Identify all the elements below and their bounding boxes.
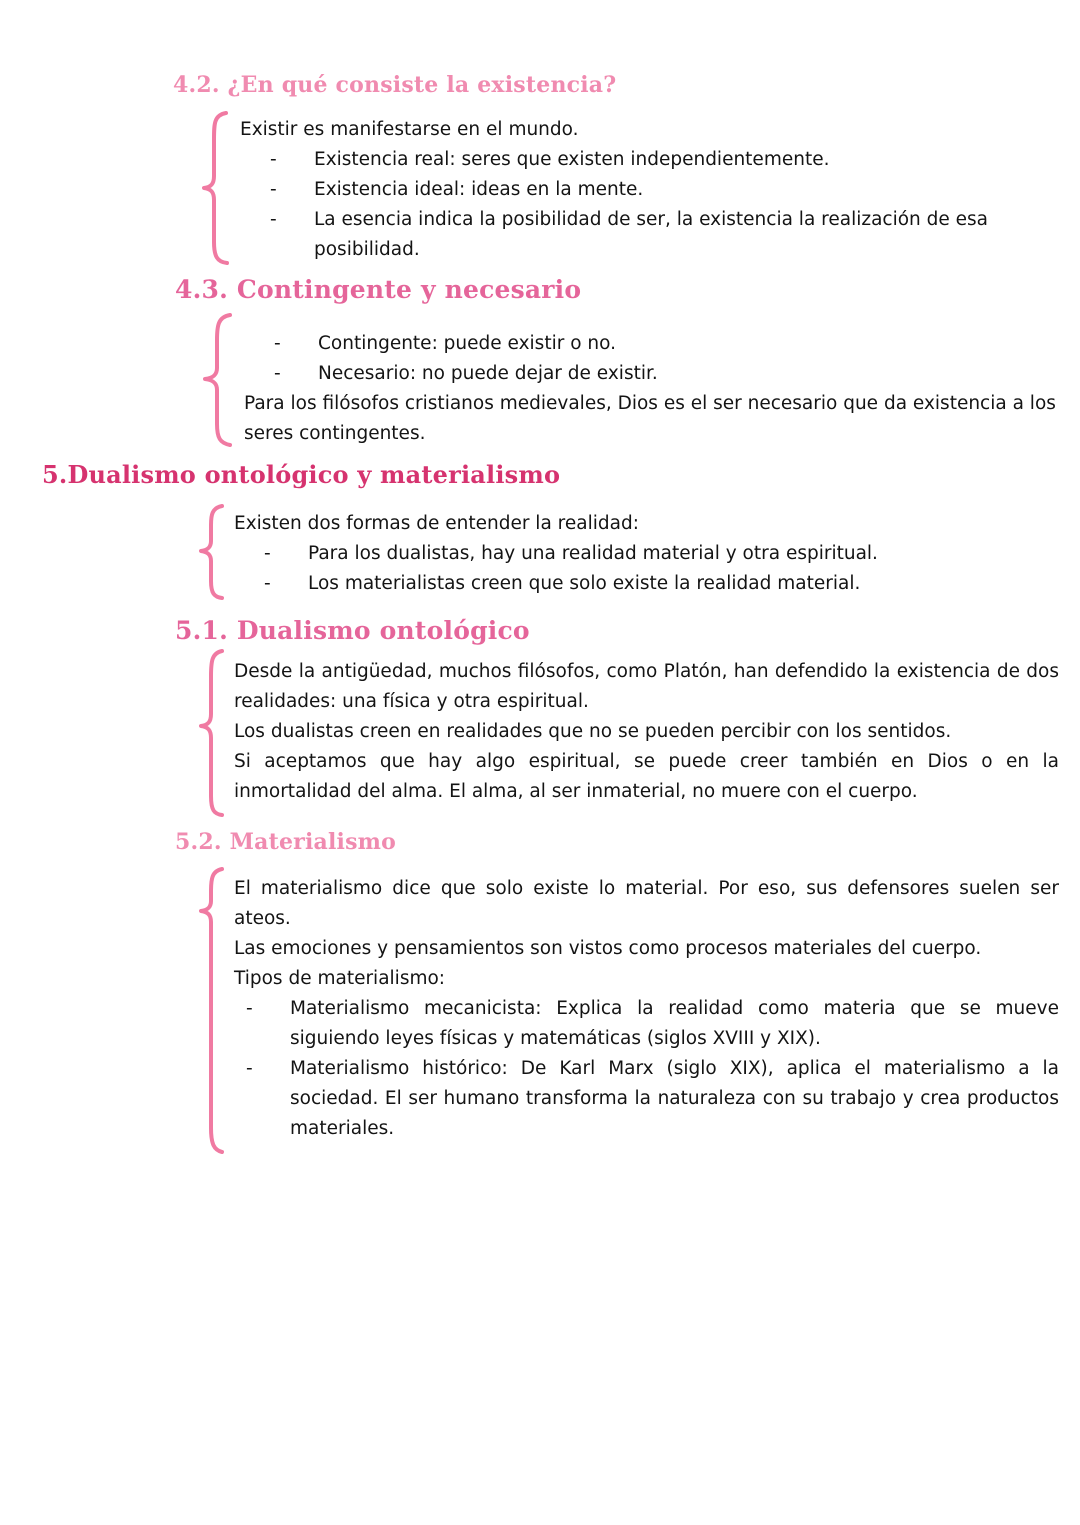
paragraph: Tipos de materialismo:	[234, 968, 446, 989]
section-4-2-intro: Existir es manifestarse en el mundo.	[240, 119, 579, 140]
brace-5	[196, 503, 226, 601]
section-5-body	[234, 509, 994, 599]
heading-4-3: 4.3. Contingente y necesario	[175, 275, 582, 304]
section-5-2-body	[234, 874, 1059, 1144]
list-item: - Contingente: puede existir o no.	[318, 329, 1062, 359]
list-item: - Existencia real: seres que existen independientemente.	[314, 145, 1050, 175]
section-4-3-note: Para los filósofos cristianos medievales, Dios es el ser necesario que da existencia a los seres contingentes.	[244, 393, 1056, 444]
brace-5-2	[196, 866, 226, 1156]
section-5-2-list	[290, 994, 1059, 1144]
heading-5-2: 5.2. Materialismo	[175, 829, 397, 855]
section-5-list	[308, 539, 994, 599]
section-4-3-list	[318, 329, 1062, 389]
section-4-2-list	[314, 145, 1050, 265]
section-5-intro: Existen dos formas de entender la realidad:	[234, 513, 639, 534]
list-item: - Para los dualistas, hay una realidad material y otra espiritual.	[308, 539, 994, 569]
list-item: - Existencia ideal: ideas en la mente.	[314, 175, 1050, 205]
heading-5: 5.Dualismo ontológico y materialismo	[42, 460, 561, 489]
paragraph: El materialismo dice que solo existe lo material. Por eso, sus defensores suelen ser ateos.	[234, 878, 1059, 929]
section-4-2-body	[240, 115, 1050, 265]
paragraph: Las emociones y pensamientos son vistos como procesos materiales del cuerpo.	[234, 938, 982, 959]
section-4-3-body	[244, 329, 1062, 449]
paragraph: Desde la antigüedad, muchos filósofos, como Platón, han defendido la existencia de dos realidades: una física y otra espiritual.	[234, 661, 1059, 712]
brace-4-2	[200, 110, 230, 266]
list-item: - Materialismo histórico: De Karl Marx (siglo XIX), aplica el materialismo a la sociedad. El ser humano transforma la naturaleza con su trabajo y crea productos materiales.	[290, 1054, 1059, 1144]
brace-5-1	[196, 648, 226, 818]
heading-5-1: 5.1. Dualismo ontológico	[175, 616, 530, 645]
list-item: - Los materialistas creen que solo existe la realidad material.	[308, 569, 994, 599]
paragraph: Los dualistas creen en realidades que no se pueden percibir con los sentidos.	[234, 721, 952, 742]
list-item: - La esencia indica la posibilidad de ser, la existencia la realización de esa posibilidad.	[314, 205, 1050, 265]
list-item: - Necesario: no puede dejar de existir.	[318, 359, 1062, 389]
list-item: - Materialismo mecanicista: Explica la realidad como materia que se mueve siguiendo leyes físicas y matemáticas (siglos XVIII y XIX).	[290, 994, 1059, 1054]
heading-4-2: 4.2. ¿En qué consiste la existencia?	[173, 72, 617, 98]
brace-4-3	[200, 312, 234, 448]
section-5-1-body	[234, 657, 1059, 807]
paragraph: Si aceptamos que hay algo espiritual, se puede creer también en Dios o en la inmortalidad del alma. El alma, al ser inmaterial, no muere con el cuerpo.	[234, 751, 1059, 802]
